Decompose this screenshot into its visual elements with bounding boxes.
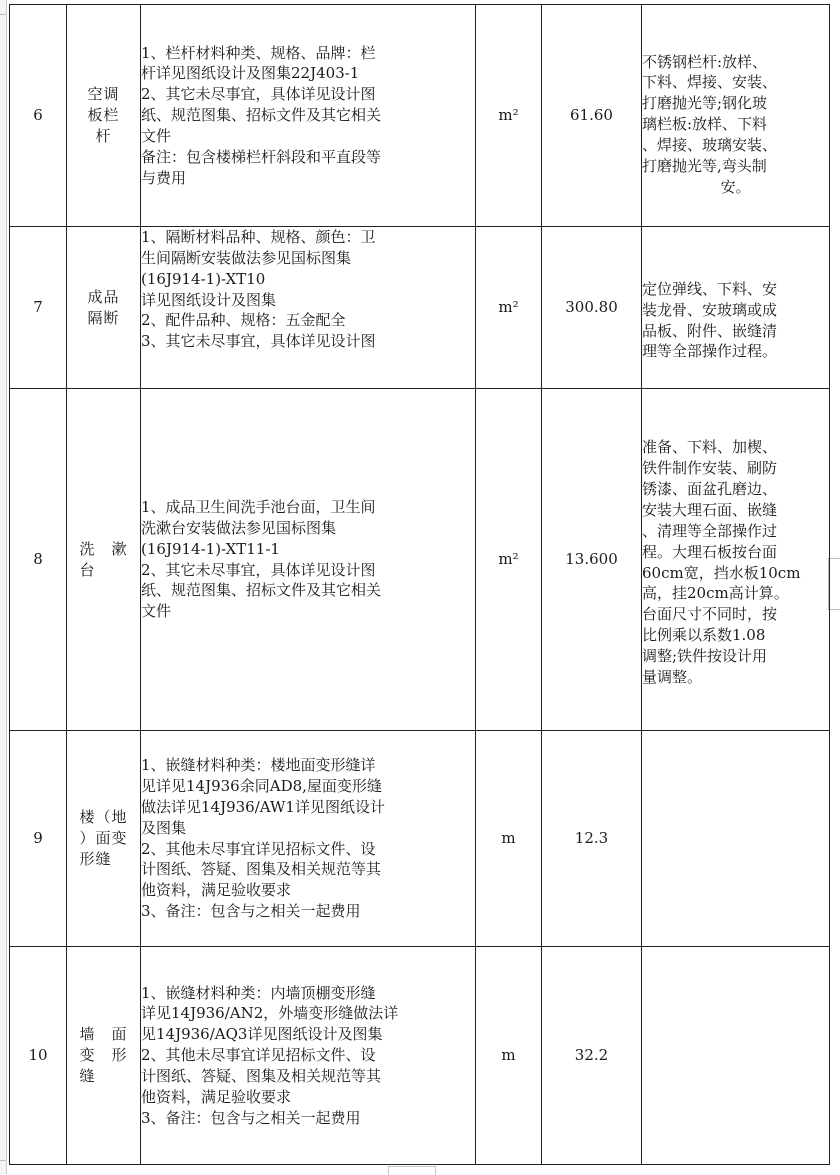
work-content [642, 947, 830, 1165]
description-line: 1、成品卫生间洗手池台面，卫生间 [141, 497, 376, 516]
work-line: 装龙骨、安玻璃或成 [642, 300, 778, 319]
work-line: 理等全部操作过程。 [642, 342, 778, 361]
description-line: 2、其它未尽事宜，具体详见设计图 [141, 85, 376, 104]
work-line: 程。大理石板按台面 [642, 542, 778, 561]
work-line: 璃栏板:放样、下料 [642, 115, 768, 134]
item-name-line: 墙 面 [79, 1025, 128, 1044]
work-line: 品板、附件、嵌缝清 [642, 321, 778, 340]
item-name [67, 389, 141, 731]
description-line: 2、配件品种、规格：五金配全 [141, 311, 346, 330]
quantity: 13.600 [542, 389, 642, 731]
work-line: 锈漆、面盆孔磨边、 [642, 480, 778, 499]
item-name-line: ）面变 [79, 829, 128, 848]
table-row [10, 731, 830, 947]
description-line: (16J914-1)-XT10 [141, 269, 266, 288]
item-name [67, 731, 141, 947]
item-name-line: 变 形 [79, 1046, 128, 1065]
unit: m² [476, 389, 542, 731]
item-name-line: 成品 [87, 287, 120, 306]
description-line: 计图纸、答疑、图集及相关规范等其 [141, 1066, 382, 1085]
item-description [141, 389, 476, 731]
item-name-line: 杆 [95, 126, 112, 145]
work-line: 调整;铁件按设计用 [642, 646, 768, 665]
work-line: 量调整。 [642, 667, 703, 686]
description-line: 文件 [141, 126, 172, 145]
crop-mark [0, 1160, 6, 1161]
quantity: 32.2 [542, 947, 642, 1165]
item-name-line: 楼（地 [79, 808, 128, 827]
description-line: 3、备注：包含与之相关一起费用 [141, 902, 361, 921]
quantity: 300.80 [542, 227, 642, 389]
item-name [67, 947, 141, 1165]
table-row [10, 5, 830, 227]
unit: m² [476, 227, 542, 389]
description-line: 1、嵌缝材料种类：内墙顶棚变形缝 [141, 983, 376, 1002]
description-line: 备注：包含楼梯栏杆斜段和平直段等 [141, 147, 382, 166]
work-line: 不锈钢栏杆:放样、 [642, 52, 768, 71]
work-line: 、清理等全部操作过 [642, 521, 778, 540]
item-name-line: 台 [79, 560, 96, 579]
work-line: 高，挂20cm高计算。 [642, 584, 789, 603]
description-line: 3、备注：包含与之相关一起费用 [141, 1108, 361, 1127]
item-number: 7 [10, 227, 67, 389]
work-line: 、焊接、玻璃安装、 [642, 135, 778, 154]
work-line: 打磨抛光等;钢化玻 [642, 94, 768, 113]
item-name-line: 洗 漱 [79, 539, 128, 558]
description-line: 3、其它未尽事宜，具体详见设计图 [141, 332, 376, 351]
item-name-line: 空调 [87, 85, 120, 104]
description-line: 见14J936/AQ3详见图纸设计及图集 [141, 1025, 383, 1044]
description-line: 杆详见图纸设计及图集22J403-1 [141, 64, 360, 83]
unit: m [476, 947, 542, 1165]
item-name-line: 形缝 [79, 849, 112, 868]
item-name-line: 隔断 [87, 308, 120, 327]
description-line: 1、隔断材料品种、规格、颜色：卫 [141, 228, 376, 246]
work-content [642, 389, 830, 731]
description-line: 见详见14J936余同AD8,屋面变形缝 [141, 776, 382, 795]
description-line: 纸、规范图集、招标文件及其它相关 [141, 106, 382, 125]
unit: m [476, 731, 542, 947]
work-line: 安。 [720, 177, 751, 196]
item-description [141, 5, 476, 227]
description-line: 他资料，满足验收要求 [141, 881, 292, 900]
quantity: 12.3 [542, 731, 642, 947]
item-description [141, 947, 476, 1165]
description-line: 2、其他未尽事宜详见招标文件、设 [141, 839, 376, 858]
description-line: 及图集 [141, 818, 187, 837]
table-row [10, 389, 830, 731]
page-margin [0, 0, 7, 1174]
description-line: 文件 [141, 602, 172, 621]
work-line: 下料、焊接、安装、 [642, 73, 778, 92]
description-line: 1、栏杆材料种类、规格、品牌：栏 [141, 43, 376, 62]
description-line: 详见图纸设计及图集 [141, 290, 277, 309]
crop-mark [0, 14, 6, 15]
work-line: 台面尺寸不同时，按 [642, 605, 778, 624]
item-name-line: 板栏 [87, 106, 120, 125]
description-line: 纸、规范图集、招标文件及其它相关 [141, 581, 382, 600]
item-name-line: 缝 [79, 1066, 96, 1085]
table-row [10, 227, 830, 389]
item-name [67, 5, 141, 227]
description-line: 生间隔断安装做法参见国标图集 [141, 248, 352, 267]
quantity: 61.60 [542, 5, 642, 227]
work-line: 安装大理石面、嵌缝 [642, 500, 778, 519]
description-line: 详见14J936/AN2，外墙变形缝做法详 [141, 1004, 399, 1023]
item-description [141, 731, 476, 947]
unit: m² [476, 5, 542, 227]
item-name [67, 227, 141, 389]
description-line: 与费用 [141, 168, 187, 187]
work-content [642, 227, 830, 389]
item-number: 10 [10, 947, 67, 1165]
item-number: 6 [10, 5, 67, 227]
work-line: 定位弹线、下料、安 [642, 279, 778, 298]
work-line: 比例乘以系数1.08 [642, 626, 766, 645]
bill-of-quantities-table [9, 4, 830, 1165]
item-number: 8 [10, 389, 67, 731]
work-line: 打磨抛光等,弯头制 [642, 156, 767, 175]
description-line: 计图纸、答疑、图集及相关规范等其 [141, 860, 382, 879]
table-row [10, 947, 830, 1165]
description-line: (16J914-1)-XT11-1 [141, 539, 280, 558]
work-content [642, 5, 830, 227]
work-line: 铁件制作安装、刷防 [642, 459, 778, 478]
item-description [141, 227, 476, 389]
description-line: 他资料，满足验收要求 [141, 1087, 292, 1106]
description-line: 做法详见14J936/AW1详见图纸设计 [141, 797, 385, 816]
work-content [642, 731, 830, 947]
work-line: 准备、下料、加楔、 [642, 438, 778, 457]
description-line: 1、嵌缝材料种类：楼地面变形缝详 [141, 756, 376, 775]
work-line: 60cm宽，挡水板10cm [642, 563, 801, 582]
item-number: 9 [10, 731, 67, 947]
description-line: 2、其他未尽事宜详见招标文件、设 [141, 1046, 376, 1065]
description-line: 洗漱台安装做法参见国标图集 [141, 518, 337, 537]
description-line: 2、其它未尽事宜，具体详见设计图 [141, 560, 376, 579]
